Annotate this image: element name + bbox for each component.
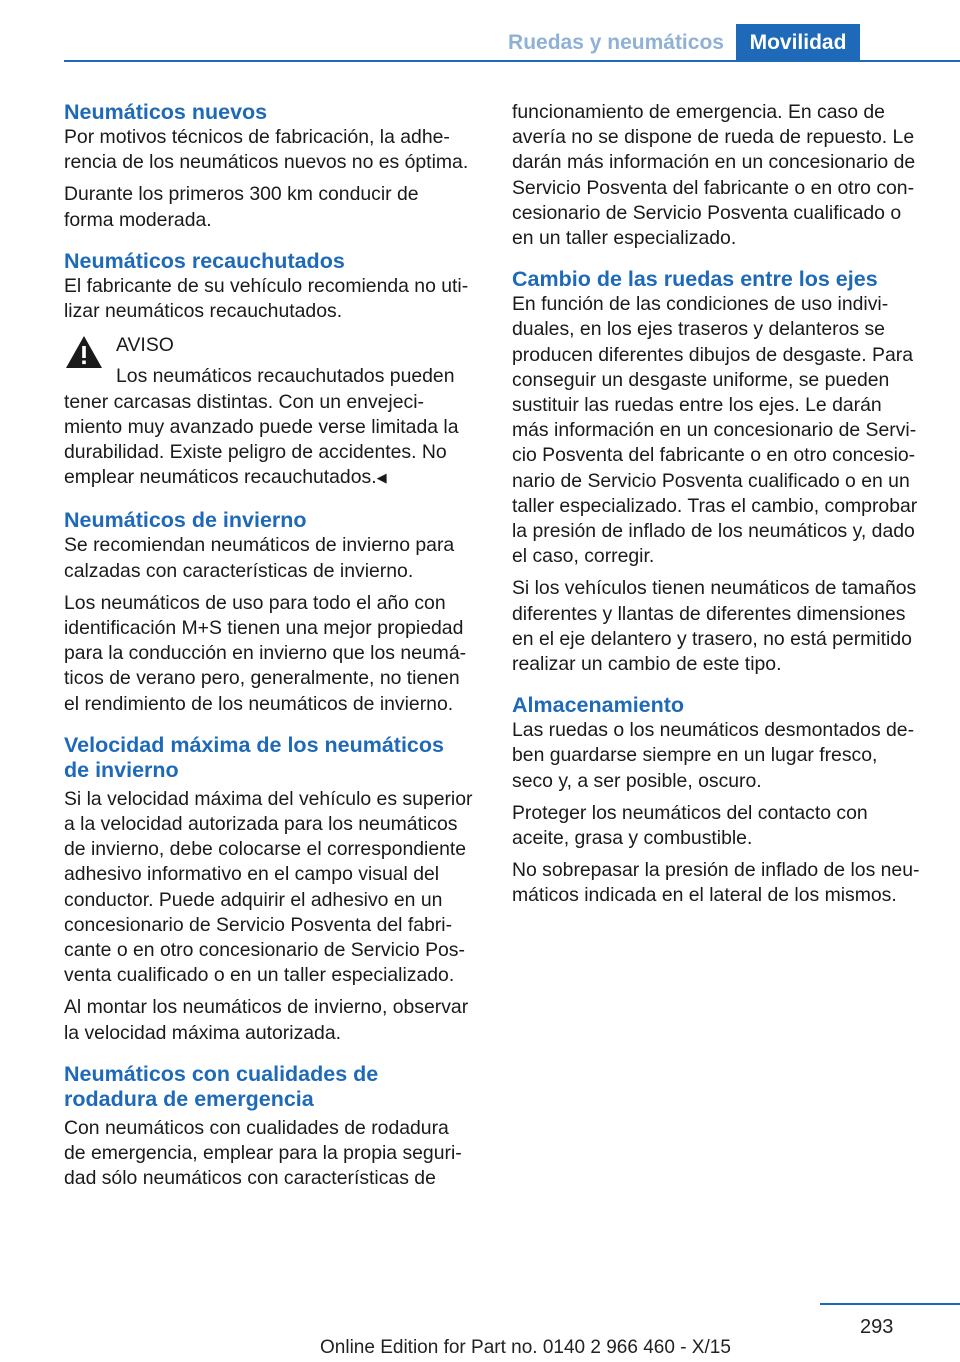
- body-line: en el eje delantero y trasero, no está permitido: [512, 627, 912, 650]
- body-line: cante o en otro concesionario de Servicio Pos‐: [64, 939, 465, 962]
- body-line: Si la velocidad máxima del vehículo es superior: [64, 787, 473, 810]
- body-line: más información en un concesionario de Servi‐: [512, 419, 917, 442]
- body-line: avería no se dispone de rueda de repuesto. Le: [512, 126, 915, 149]
- body-line: En función de las condiciones de uso indivi‐: [512, 293, 889, 316]
- body-line: nario de Servicio Posventa cualificado o en un: [512, 469, 910, 492]
- edition-footer: Online Edition for Part no. 0140 2 966 460 - X/15: [320, 1337, 731, 1358]
- body-line: cesionario de Servicio Posventa cualificado o: [512, 201, 902, 224]
- body-line: forma moderada.: [64, 208, 212, 231]
- section-title-wheel-swap: Cambio de las ruedas entre los ejes: [512, 267, 878, 292]
- end-of-note-marker: ◀: [376, 470, 387, 486]
- body-line: concesionario de Servicio Posventa del fabri‐: [64, 913, 453, 936]
- body-line: duales, en los ejes traseros y delanteros se: [512, 318, 885, 341]
- body-line: el caso, corregir.: [512, 545, 655, 568]
- body-line: de emergencia, emplear para la propia seguri‐: [64, 1142, 462, 1165]
- body-line: la presión de inflado de los neumáticos y, dado: [512, 520, 915, 543]
- warning-line: tener carcasas distintas. Con un envejeci‐: [64, 390, 424, 413]
- warning-label: AVISO: [116, 334, 174, 357]
- body-line: ticos de verano pero, generalmente, no tienen: [64, 667, 460, 690]
- page-number: 293: [860, 1316, 894, 1338]
- section-title-storage: Almacenamiento: [512, 693, 685, 718]
- body-line: sustituir las ruedas entre los ejes. Le darán: [512, 394, 882, 417]
- body-line: taller especializado. Tras el cambio, comprobar: [512, 494, 918, 517]
- body-line: Proteger los neumáticos del contacto con: [512, 801, 868, 824]
- body-line: adhesivo informativo en el campo visual del: [64, 863, 440, 886]
- section-title-winter-tires: Neumáticos de invierno: [64, 508, 307, 533]
- body-line: No sobrepasar la presión de inflado de los neu‐: [512, 859, 920, 882]
- body-line: a la velocidad autorizada para los neumáticos: [64, 813, 458, 836]
- footer-divider: [820, 1303, 960, 1305]
- body-line: rencia de los neumáticos nuevos no es óptima.: [64, 151, 469, 174]
- warning-line: miento muy avanzado puede verse limitada la: [64, 415, 459, 438]
- warning-line: durabilidad. Existe peligro de accidentes. No: [64, 441, 447, 464]
- body-line: conseguir un desgaste uniforme, se pueden: [512, 368, 890, 391]
- body-line: darán más información en un concesionario de: [512, 151, 916, 174]
- body-line: ben guardarse siempre en un lugar fresco,: [512, 744, 878, 767]
- body-line: identificación M+S tienen una mejor propiedad: [64, 617, 464, 640]
- body-line: dad sólo neumáticos con características de: [64, 1167, 436, 1190]
- section-title-run-flat: Neumáticos con cualidades de: [64, 1061, 379, 1086]
- body-line: calzadas con características de invierno.: [64, 559, 414, 582]
- warning-line-text: emplear neumáticos recauchutados.: [64, 466, 377, 489]
- body-line: aceite, grasa y combustible.: [512, 827, 753, 850]
- body-line: para la conducción en invierno que los neumá‐: [64, 642, 467, 665]
- warning-triangle-icon: [64, 333, 104, 371]
- body-line: Con neumáticos con cualidades de rodadura: [64, 1116, 449, 1139]
- section-tab[interactable]: Ruedas y neumáticos: [508, 31, 724, 54]
- body-line: Al montar los neumáticos de invierno, observar: [64, 996, 469, 1019]
- section-title-winter-max-speed: Velocidad máxima de los neumáticos: [64, 732, 444, 757]
- body-line: seco y, a ser posible, oscuro.: [512, 769, 762, 792]
- body-line: conductor. Puede adquirir el adhesivo en un: [64, 888, 443, 911]
- left-column: [64, 100, 482, 1192]
- warning-line-last: [64, 465, 482, 490]
- body-line: realizar un cambio de este tipo.: [512, 653, 782, 676]
- body-line: Por motivos técnicos de fabricación, la adhe‐: [64, 126, 450, 148]
- body-line: máticos indicada en el lateral de los mismos.: [512, 884, 897, 907]
- body-line: el rendimiento de los neumáticos de invierno.: [64, 692, 454, 715]
- body-line: venta cualificado o en un taller especializado.: [64, 964, 455, 987]
- section-title-winter-max-speed-cont: de invierno: [64, 757, 179, 782]
- chapter-tab[interactable]: Movilidad: [736, 24, 860, 62]
- body-line: de invierno, debe colocarse el correspondiente: [64, 838, 467, 861]
- body-line: Los neumáticos de uso para todo el año con: [64, 591, 446, 614]
- section-title-retreaded-tires: Neumáticos recauchutados: [64, 248, 345, 273]
- page-header: [0, 0, 960, 62]
- body-line: en un taller especializado.: [512, 227, 737, 250]
- body-line: cio Posventa del fabricante o en otro concesio‐: [512, 444, 916, 467]
- body-line: Las ruedas o los neumáticos desmontados de‐: [512, 719, 915, 742]
- body-line: producen diferentes dibujos de desgaste. Para: [512, 343, 914, 366]
- body-line: Si los vehículos tienen neumáticos de tamaños: [512, 577, 917, 600]
- right-column: [512, 100, 930, 909]
- body-line: la velocidad máxima autorizada.: [64, 1021, 341, 1044]
- section-title-run-flat-cont: rodadura de emergencia: [64, 1086, 314, 1111]
- body-line: Durante los primeros 300 km conducir de: [64, 183, 419, 206]
- body-line: El fabricante de su vehículo recomienda no uti‐: [64, 274, 469, 297]
- body-line: Se recomiendan neumáticos de invierno para: [64, 534, 455, 557]
- body-line: diferentes y llantas de diferentes dimensiones: [512, 602, 906, 625]
- header-divider: [64, 60, 960, 62]
- section-title-new-tires: Neumáticos nuevos: [64, 100, 268, 124]
- body-line: Servicio Posventa del fabricante o en otro con‐: [512, 176, 915, 199]
- warning-line: Los neumáticos recauchutados pueden: [116, 365, 455, 388]
- warning-block: [64, 333, 482, 490]
- body-line: funcionamiento de emergencia. En caso de: [512, 101, 885, 123]
- body-line: lizar neumáticos recauchutados.: [64, 300, 343, 323]
